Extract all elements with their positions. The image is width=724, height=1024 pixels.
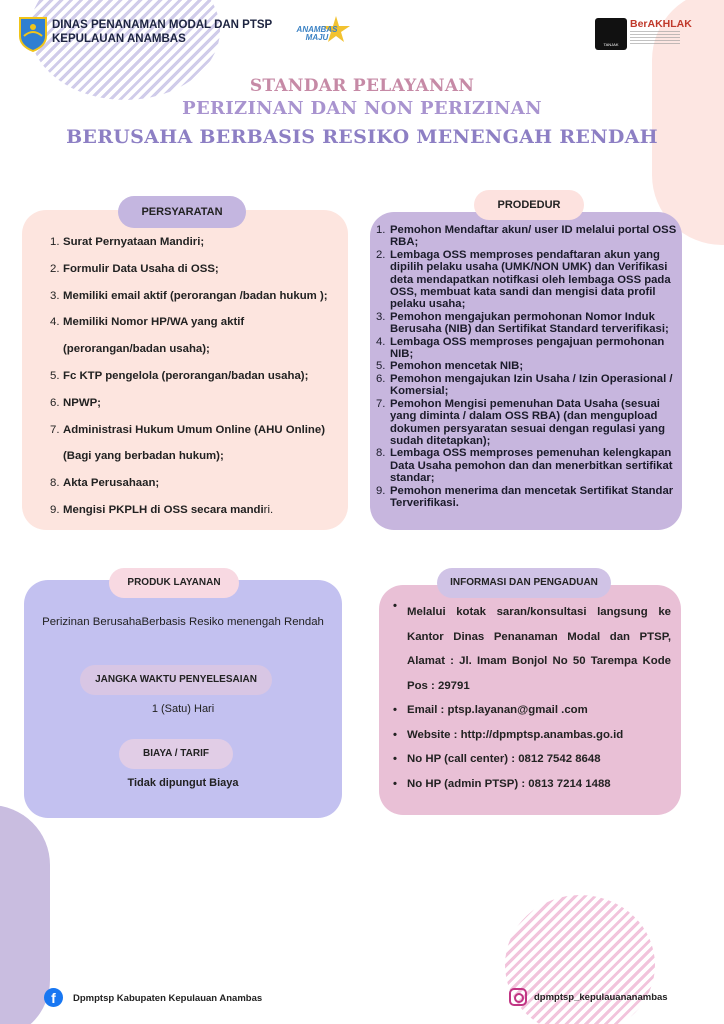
agency-name-line1: DINAS PENANAMAN MODAL DAN PTSP (52, 19, 273, 31)
informasi-list (393, 600, 671, 796)
list-item: 8. Akta Perusahaan; (50, 477, 160, 490)
bullet-icon: • (393, 753, 397, 765)
list-item: • No HP (call center) : 0812 7542 8648 (393, 747, 671, 772)
list-item: 2. Formulir Data Usaha di OSS; (50, 262, 219, 275)
persyaratan-label: PERSYARATAN (118, 196, 246, 228)
page-title-line1: STANDAR PELAYANAN (249, 76, 475, 96)
list-item: 5. Fc KTP pengelola (perorangan/badan usaha); (50, 369, 309, 382)
tanjak-logo-text: TANJAK (603, 42, 619, 47)
list-item: • Email : ptsp.layanan@gmail .com (393, 698, 671, 723)
list-item: 7. Administrasi Hukum Umum Online (AHU Online) (50, 423, 326, 436)
berakhlak-tagline-lines (630, 31, 680, 45)
berakhlak-logo-text: BerAKHLAK (630, 18, 692, 30)
bullet-icon: • (393, 600, 397, 612)
produk-layanan-text: Perizinan BerusahaBerbasis Resiko menengah Rendah (42, 616, 324, 628)
list-item: 9. Mengisi PKPLH di OSS secara mandiri. (50, 503, 274, 516)
tanjak-logo (595, 18, 627, 50)
list-item: 4. Lembaga OSS memproses pengajuan permohonan NIB; (376, 335, 665, 361)
list-item-continuation: (Bagi yang berbadan hukum); (63, 450, 224, 463)
decorative-striped-circle-pink (505, 895, 655, 1024)
bullet-icon: • (393, 728, 397, 741)
list-item: 4. Memiliki Nomor HP/WA yang aktif (50, 316, 245, 329)
regency-emblem-icon (18, 16, 48, 52)
list-item: 1. Surat Pernyataan Mandiri; (50, 236, 205, 248)
list-item: 9. Pemohon menerima dan mencetak Sertifikat Standar Terverifikasi. (376, 484, 674, 509)
jangka-waktu-value: 1 (Satu) Hari (151, 703, 215, 715)
anambas-maju-logo-text: ANAMBAS MAJU (296, 25, 338, 42)
list-item: 3. Pemohon mengajukan permohonan Nomor Induk Berusaha (NIB) dan Sertifikat Standard terverifikasi; (376, 310, 669, 336)
list-item: 1. Pemohon Mendaftar akun/ user ID melalui portal OSS RBA; (376, 224, 677, 249)
instagram-icon[interactable] (509, 988, 527, 1006)
list-item-continuation: (perorangan/badan usaha); (63, 343, 210, 356)
informasi-pengaduan-label: INFORMASI DAN PENGADUAN (437, 568, 611, 598)
list-item: 6. NPWP; (50, 396, 101, 409)
persyaratan-list (50, 229, 342, 524)
produk-layanan-label: PRODUK LAYANAN (109, 568, 239, 598)
list-item: • No HP (admin PTSP) : 0813 7214 1488 (393, 772, 671, 797)
list-item: • Website : http://dpmptsp.anambas.go.id (393, 723, 671, 748)
bullet-icon: • (393, 704, 397, 716)
page-title-line3: BERUSAHA BERBASIS RESIKO MENENGAH RENDAH (66, 126, 658, 148)
prosedur-list (376, 224, 680, 509)
list-item: 7. Pemohon Mengisi pemenuhan Data Usaha (sesuai yang diminta / dalam OSS RBA) (dan mengupload dokumen persyaratan sesuai dengan regulasi yang sudah ditetapkan); (376, 397, 665, 447)
prosedur-label: PRODEDUR (474, 190, 584, 220)
list-item: 8. Lembaga OSS memproses pemenuhan kelengkapan Data Usaha pemohon dan dan menerbitkan sertifikat standar; (376, 447, 673, 485)
instagram-account[interactable]: dpmptsp_kepulauananambas (534, 992, 668, 1003)
page-title-line2: PERIZINAN DAN NON PERIZINAN (182, 98, 542, 119)
facebook-icon[interactable]: f (44, 988, 63, 1007)
agency-name (52, 18, 272, 46)
list-item: 6. Pemohon mengajukan Izin Usaha / Izin Operasional / Komersial; (376, 372, 673, 398)
facebook-account[interactable]: Dpmptsp Kabupaten Kepulauan Anambas (73, 993, 263, 1004)
bullet-icon: • (393, 777, 397, 790)
decorative-purple-shape (0, 805, 50, 1024)
biaya-tarif-label: BIAYA / TARIF (119, 739, 233, 769)
list-item: 2. Lembaga OSS memproses pendaftaran akun yang dipilih pelaku usaha (UMK/NON UMK) dan Verifikasi deta mendapatkan notifkasi oleh lembaga OSS pada OSS, membuat kata sandi dan mengisi data profil pelaku usaha; (376, 248, 671, 311)
jangka-waktu-label: JANGKA WAKTU PENYELESAIAN (80, 665, 272, 695)
list-item: • Melalui kotak saran/konsultasi langsung ke Kantor Dinas Penanaman Modal dan PTSP, Alamat : Jl. Imam Bonjol No 50 Tarempa Kode Pos : 29791 (393, 600, 671, 698)
list-item: 3. Memiliki email aktif (perorangan /badan hukum ); (50, 289, 328, 302)
agency-name-line2: KEPULAUAN ANAMBAS (52, 33, 186, 45)
biaya-tarif-value: Tidak dipungut Biaya (127, 777, 239, 789)
list-item: 5. Pemohon mencetak NIB; (376, 360, 524, 373)
